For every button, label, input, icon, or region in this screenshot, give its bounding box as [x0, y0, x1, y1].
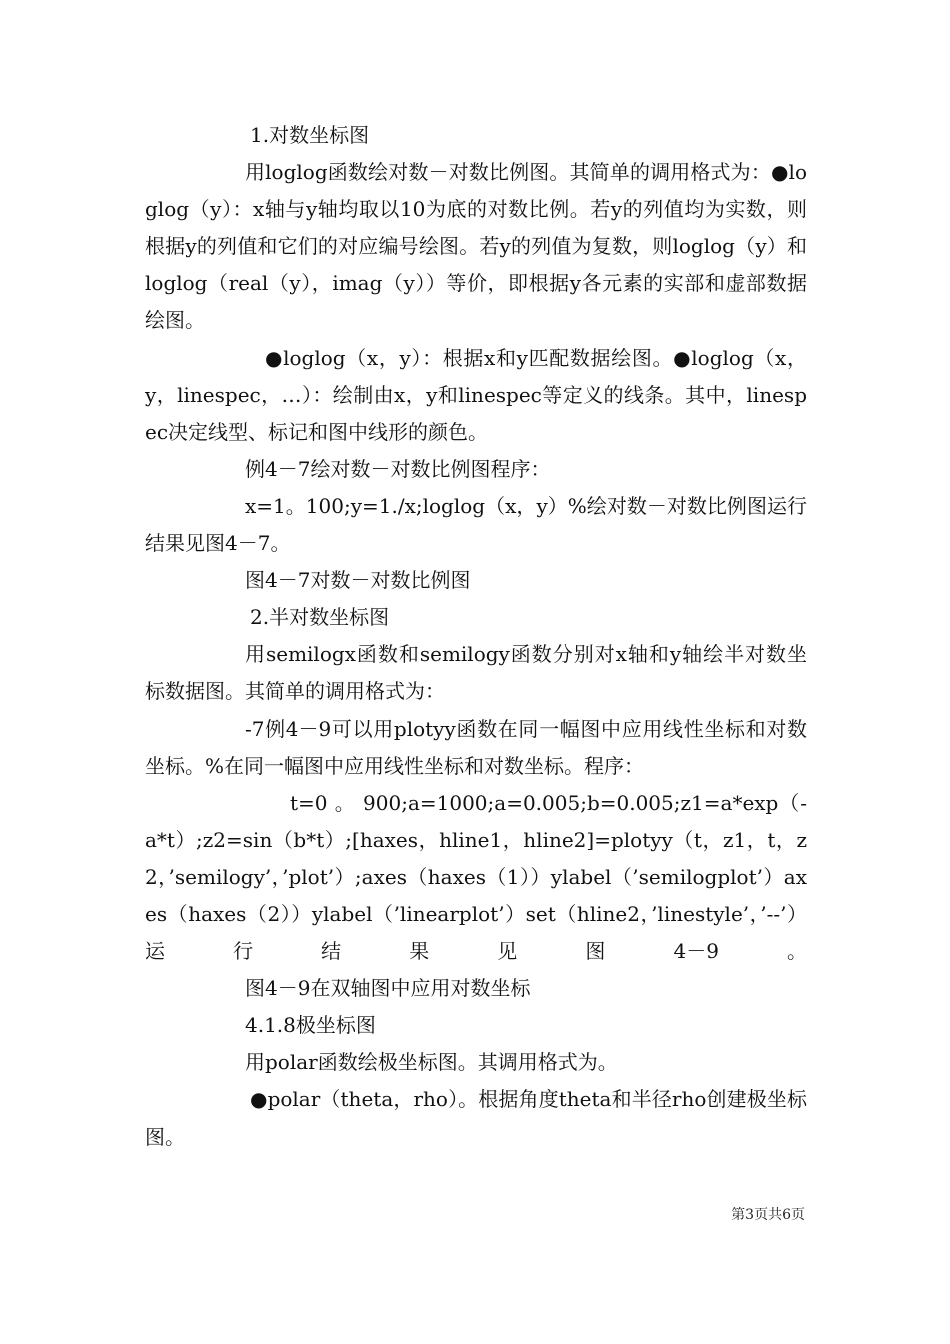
section-heading-semilog-plot: 2.半对数坐标图 — [250, 605, 390, 630]
paragraph-code-4-9: t=0 。 900;a=1000;a=0.005;b=0.005;z1=a*exp（-a*t）;z2=sin（b*t）;[haxes，hline1，hline2]=plotyy（t，z1，t，z2，’semilogy’，’plot’）;axes（haxes（1））ylabel（’semilogplot’）axes（haxes（2））ylabel（’linearplot’）set（hline2，’linestyle’，’--’）运行结果见图4－9。 — [145, 790, 807, 964]
section-heading-polar-plot: 4.1.8极坐标图 — [245, 1013, 376, 1038]
paragraph-example-4-9: -7例4－9可以用plotyy函数在同一幅图中应用线性坐标和对数坐标。%在同一幅图中应用线性坐标和对数坐标。程序： — [145, 716, 807, 778]
paragraph-example-4-7: 例4－7绘对数－对数比例图程序： — [245, 456, 551, 481]
paragraph-polar-usage: ●polar（theta，rho）。根据角度theta和半径rho创建极坐标图。 — [145, 1087, 807, 1149]
paragraph-code-4-7: x=1。100;y=1./x;loglog（x，y）%绘对数－对数比例图运行结果见图4－7。 — [145, 493, 807, 556]
section-heading-log-plot: 1.对数坐标图 — [250, 123, 370, 147]
figure-caption-4-7: 图4－7对数－对数比例图 — [245, 568, 471, 593]
paragraph-semilog-intro: 用semilogx函数和semilogy函数分别对x轴和y轴绘半对数坐标数据图。其简单的调用格式为： — [145, 642, 807, 704]
paragraph-loglog-xy: ●loglog（x，y）：根据x和y匹配数据绘图。●loglog（x，y，linespec，…）：绘制由x，y和linespec等定义的线条。其中，linespec决定线型、标记和图中线形的颜色。 — [145, 345, 807, 444]
figure-caption-4-9: 图4－9在双轴图中应用对数坐标 — [245, 976, 531, 1001]
paragraph-polar-intro: 用polar函数绘极坐标图。其调用格式为。 — [245, 1050, 618, 1075]
document-body — [145, 117, 807, 1156]
page-number-footer: 第3页共6页 — [731, 1207, 805, 1223]
paragraph-loglog-intro: 用loglog函数绘对数－对数比例图。其简单的调用格式为：●loglog（y）：x轴与y轴均取以10为底的对数比例。若y的列值均为实数，则根据y的列值和它们的对应编号绘图。若y的列值为复数，则loglog（y）和loglog（real（y），imag（y））等价，即根据y各元素的实部和虚部数据绘图。 — [145, 160, 807, 333]
